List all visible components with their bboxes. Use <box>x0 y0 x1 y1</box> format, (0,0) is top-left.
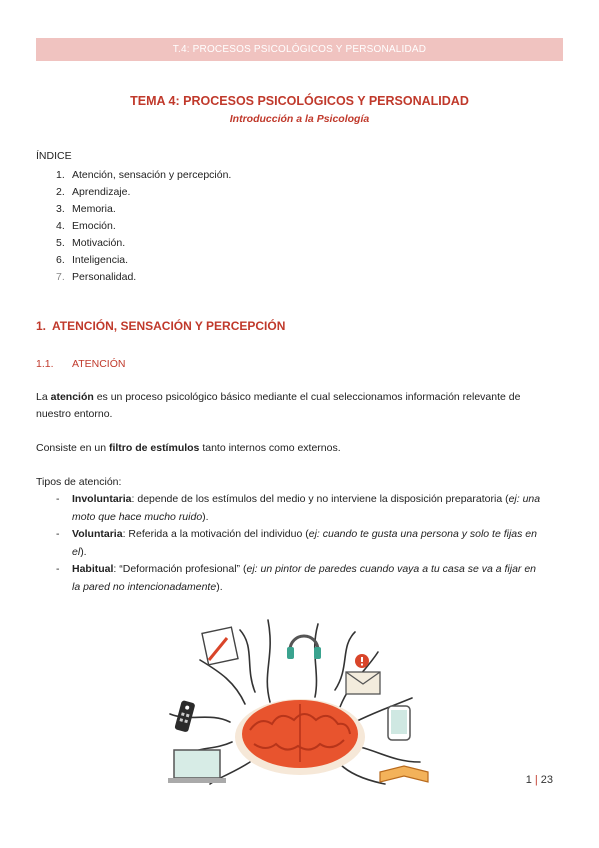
brain-icon <box>242 700 358 768</box>
list-item: - Voluntaria: Referida a la motivación del individuo (ej: cuando te gusta una persona y solo te fijas en el). <box>56 528 537 558</box>
page-number: 1 | 23 <box>525 774 553 786</box>
index-item: 5. Motivación. <box>56 237 126 249</box>
index-label: ÍNDICE <box>36 150 72 162</box>
list-item: - Habitual: “Deformación profesional” (ej: un pintor de paredes cuando vaya a tu casa se va a fijar en la pared no intencionadamente). <box>56 563 537 593</box>
document-title: TEMA 4: PROCESOS PSICOLÓGICOS Y PERSONALIDAD <box>130 94 469 108</box>
phone-icon <box>388 706 410 740</box>
paragraph-types-intro: Tipos de atención: <box>36 476 122 488</box>
envelope-icon <box>346 672 380 694</box>
paragraph-filter: Consiste en un filtro de estímulos tanto internos como externos. <box>36 442 341 454</box>
list-item: - Involuntaria: depende de los estímulos del medio y no interviene la disposición preparatoria (ej: una moto que hace mucho ruido). <box>56 493 541 523</box>
running-header: T.4: PROCESOS PSICOLÓGICOS Y PERSONALIDAD <box>36 38 563 61</box>
attention-types-list <box>56 491 546 596</box>
section-heading: 1. ATENCIÓN, SENSACIÓN Y PERCEPCIÓN <box>36 319 286 333</box>
laptop-icon <box>168 750 226 783</box>
document-subtitle: Introducción a la Psicología <box>229 113 370 125</box>
pencil-note-icon <box>202 627 238 665</box>
index-item: 6. Inteligencia. <box>56 254 129 266</box>
index-item: 4. Emoción. <box>56 220 116 232</box>
index-item: 3. Memoria. <box>56 203 116 215</box>
index-item: 2. Aprendizaje. <box>56 186 131 198</box>
index-item: 1. Atención, sensación y percepción. <box>56 169 232 181</box>
alert-icon <box>355 654 369 668</box>
brain-distractions-illustration <box>150 612 450 790</box>
index-list <box>56 167 231 286</box>
paragraph-definition: La atención es un proceso psicológico básico mediante el cual seleccionamos información relevante de nuestro entorno. <box>36 391 521 420</box>
book-icon <box>380 766 428 782</box>
index-item: 7. Personalidad. <box>56 271 137 283</box>
subsection-heading: 1.1. ATENCIÓN <box>36 358 126 370</box>
